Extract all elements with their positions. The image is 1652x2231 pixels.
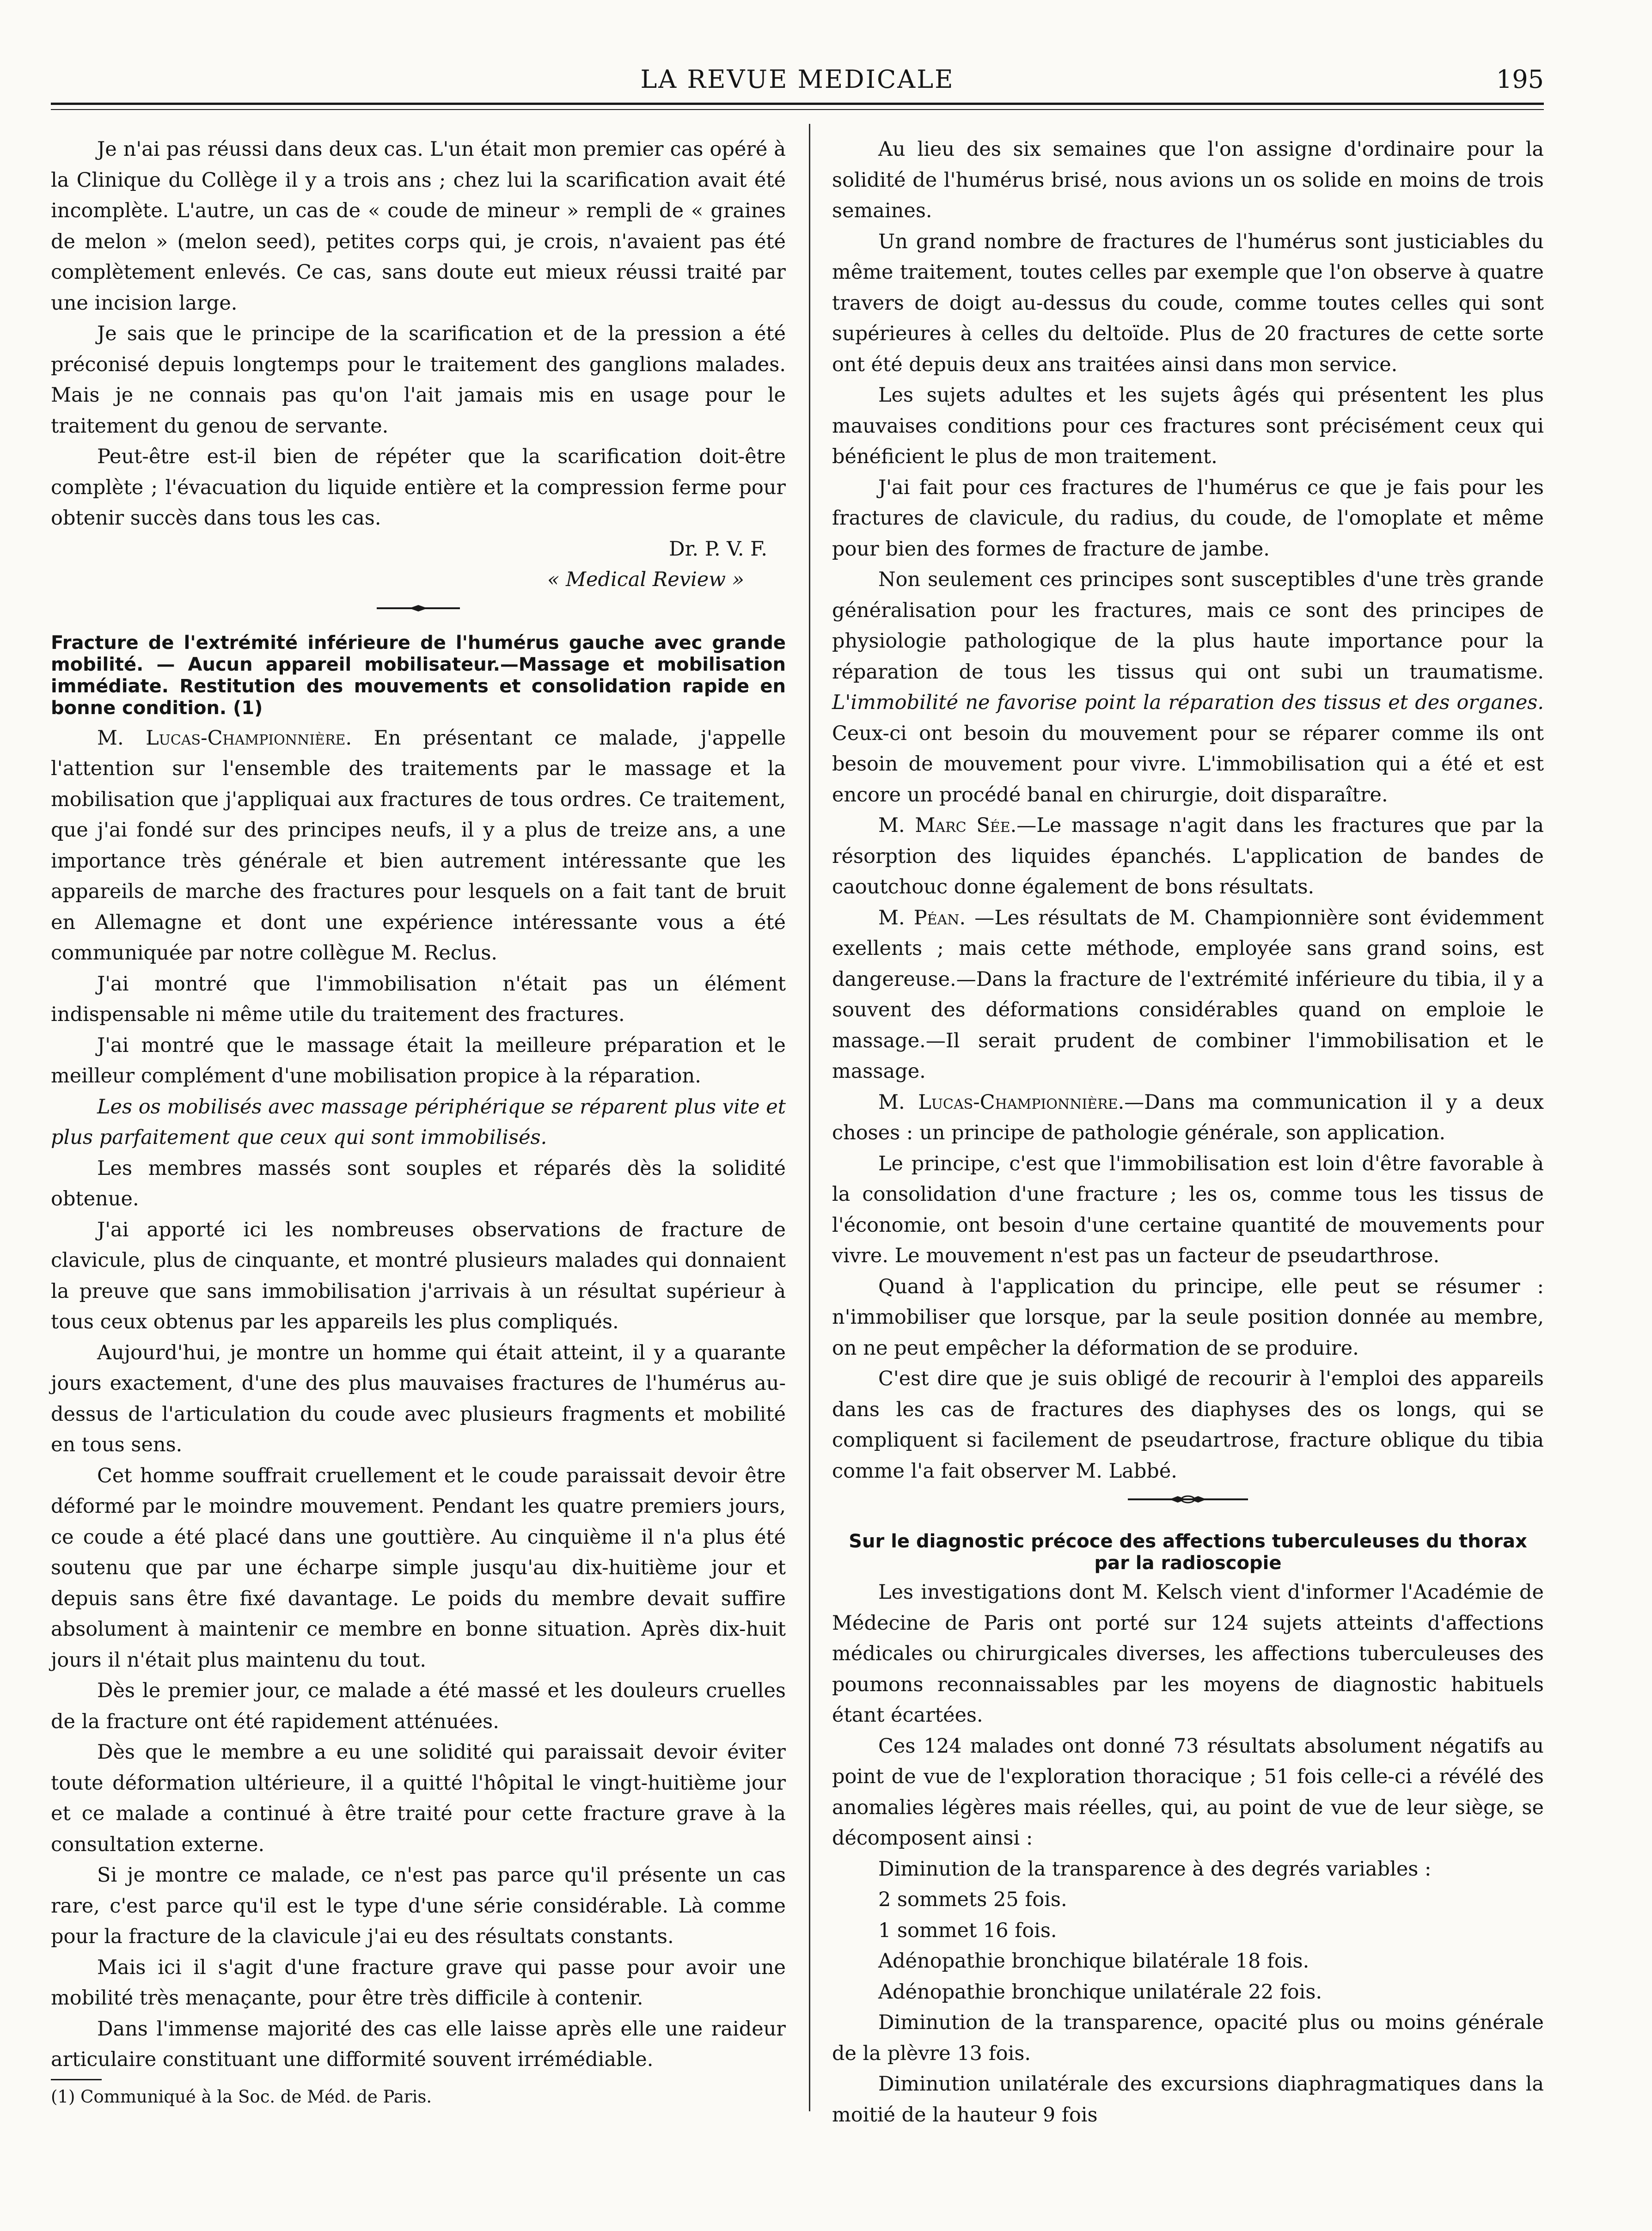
paragraph: J'ai montré que l'immobilisation n'était pas un élément indispensable ni même utile du traitement des fractures. [51,972,786,1026]
speaker-text: En présentant ce malade, j'appelle l'attention sur l'ensemble des traitements par le massage et la mobilisation que j'appliquai aux fractures de tous ordres. Ce traitement, que j'ai fondé sur des principes neufs, il y a plus de treize ans, a une importance très générale et bien autrement intéressante que les appareils de marche des fractures pour lesquels on a fait tant de bruit en Allemagne et dont une expérience intéressante vous a été communiquée par notre collègue M. Reclus. [51,726,786,965]
list-item: Adénopathie bronchique bilatérale 18 fois. [878,1950,1309,1973]
paragraph: Je n'ai pas réussi dans deux cas. L'un était mon premier cas opéré à la Clinique du Collège il y a trois ans ; chez lui la scarification avait été incomplète. L'autre, un cas de « coude de mineur » rempli de « graines de melon » (melon seed), petites corps qui, je crois, n'avaient pas été complètement enlevés. Ce cas, sans doute eut mieux réussi traité par une incision large. [51,138,786,315]
speaker-name: M. Péan. [878,906,966,929]
speaker-name: M. Marc Sée. [878,814,1017,837]
source-citation: « Medical Review » [547,568,744,591]
article-heading: Sur le diagnostic précoce des affections tuberculeuses du thorax par la radioscopie [849,1531,1527,1574]
paragraph [832,903,1544,1087]
paragraph: Dans l'immense majorité des cas elle laisse après elle une raideur articulaire constituant une difformité souvent irrémédiable. [51,2017,786,2071]
paragraph-text: Ceux-ci ont besoin du mouvement pour se réparer comme ils ont besoin de mouvement pour vivre. L'immobilisation qui a été et est encore un procédé banal en chirurgie, doit disparaître. [832,721,1544,807]
speaker-text: —Dans ma communication il y a deux choses : un principe de pathologie générale, son application. [832,1090,1544,1144]
paragraph: Ces 124 malades ont donné 73 résultats absolument négatifs au point de vue de l'exploration thoracique ; 51 fois celle-ci a révélé des anomalies légères mais réelles, qui, au point de vue de leur siège, se décomposent ainsi : [832,1734,1544,1850]
list-item: 1 sommet 16 fois. [878,1919,1057,1942]
paragraph: Un grand nombre de fractures de l'humérus sont justiciables du même traitement, toutes celles par exemple que l'on observe à quatre travers de doigt au-dessus du coude, comme toutes celles qui sont supérieures à celles du deltoïde. Plus de 20 fractures de cette sorte ont été depuis deux ans traitées ainsi dans mon service. [832,230,1544,376]
paragraph: Cet homme souffrait cruellement et le coude paraissait devoir être déformé par le moindre mouvement. Pendant les quatre premiers jours, ce coude a été placé dans une gouttière. Au cinquième il n'a plus été soutenu que par une écharpe simple jusqu'au dix-huitième jour et depuis sans être fixé davantage. Le poids du membre devait suffire absolument à maintenir ce membre en bonne situation. Après dix-huit jours il n'était plus maintenu du tout. [51,1464,786,1672]
journal-title: LA REVUE MEDICALE [640,65,954,94]
right-column [832,134,1544,2130]
paragraph: Quand à l'application du principe, elle peut se résumer : n'immobiliser que lorsque, par la seule position donnée au membre, on ne peut empêcher la déformation de se produire. [832,1275,1544,1360]
paragraph-text: Non seulement ces principes sont susceptibles d'une très grande généralisation pour les fractures, mais ce sont des principes de physiologie pathologique de la plus haute importance pour la réparation de tous les tissus qui ont subi un traumatisme. [832,568,1544,684]
paragraph: Dès le premier jour, ce malade a été massé et les douleurs cruelles de la fracture ont été rapidement atténuées. [51,1679,786,1733]
paragraph [832,810,1544,903]
article-heading: Fracture de l'extrémité inférieure de l'humérus gauche avec grande mobilité. — Aucun appareil mobilisateur.—Massage et mobilisation immédiate. Restitution des mouvements et consolidation rapide en bonne condition. (1) [51,632,786,719]
column-divider [809,124,810,2111]
list-item: 2 sommets 25 fois. [878,1888,1067,1911]
paragraph: Mais ici il s'agit d'une fracture grave qui passe pour avoir une mobilité très menaçante, pour être très difficile à contenir. [51,1956,786,2010]
paragraph: Au lieu des six semaines que l'on assigne d'ordinaire pour la solidité de l'humérus brisé, nous avions un os solide en moins de trois semaines. [832,138,1544,222]
paragraph: Dès que le membre a eu une solidité qui paraissait devoir éviter toute déformation ultérieure, il a quitté l'hôpital le vingt-huitième jour et ce malade a continué à être traité pour cette fracture grave à la consultation externe. [51,1741,786,1856]
paragraph [832,1087,1544,1149]
paragraph: Le principe, c'est que l'immobilisation est loin d'être favorable à la consolidation d'une fracture ; les os, comme tous les tissus de l'économie, ont besoin d'une certaine quantité de mouvements pour vivre. Le mouvement n'est pas un facteur de pseudarthrose. [832,1152,1544,1267]
paragraph: Les sujets adultes et les sujets âgés qui présentent les plus mauvaises conditions pour ces fractures sont précisément ceux qui bénéficient le plus de mon traitement. [832,384,1544,468]
paragraph [832,564,1544,810]
section-ornament [832,1489,1544,1510]
header-rule-thin [51,109,1544,110]
paragraph: Les membres massés sont souples et réparés dès la solidité obtenue. [51,1156,786,1210]
section-ornament [51,598,786,618]
paragraph: Aujourd'hui, je montre un homme qui était atteint, il y a quarante jours exactement, d'une des plus mauvaises fractures de l'humérus au-dessus de l'articulation du coude avec plusieurs fragments et mobilité en tous sens. [51,1341,786,1456]
left-column [51,134,786,2109]
list-item: Adénopathie bronchique unilatérale 22 fois. [878,1980,1322,2004]
paragraph: C'est dire que je suis obligé de recourir à l'emploi des appareils dans les cas de fractures des diaphyses des os longs, qui se compliquent si facilement de pseudartrose, fracture oblique du tibia comme l'a fait observer M. Labbé. [832,1367,1544,1483]
page-number: 195 [1496,65,1544,94]
paragraph: Peut-être est-il bien de répéter que la scarification doit-être complète ; l'évacuation du liquide entière et la compression ferme pour obtenir succès dans tous les cas. [51,445,786,530]
paragraph: Diminution unilatérale des excursions diaphragmatiques dans la moitié de la hauteur 9 fois [832,2072,1544,2127]
paragraph: Je sais que le principe de la scarification et de la pression a été préconisé depuis longtemps pour le traitement des ganglions malades. Mais je ne connais pas qu'on l'ait jamais mis en usage pour le traitement du genou de servante. [51,322,786,438]
list-item: Diminution de la transparence à des degrés variables : [878,1857,1432,1881]
speaker-name: M. Lucas-Championnière. [878,1090,1125,1114]
page-header [51,65,1544,102]
paragraph: J'ai fait pour ces fractures de l'humérus ce que je fais pour les fractures de clavicule, du radius, du coude, de l'omoplate et même pour bien des formes de fracture de jambe. [832,476,1544,561]
footnote-rule [51,2079,102,2080]
speaker-text: —Les résultats de M. Championnière sont évidemment exellents ; mais cette méthode, employée sans grand soins, est dangereuse.—Dans la fracture de l'extrémité inférieure du tibia, il y a souvent des déformations considérables quand on emploie le massage.—Il serait prudent de combiner l'immobilisation et le massage. [832,906,1544,1083]
paragraph: J'ai apporté ici les nombreuses observations de fracture de clavicule, plus de cinquante, et montré plusieurs malades qui donnaient la preuve que sans immobilisation j'arrivais à un résultat supérieur à tous ceux obtenus par les appareils les plus compliqués. [51,1218,786,1333]
paragraph: Si je montre ce malade, ce n'est pas parce qu'il présente un cas rare, c'est parce qu'il est le type d'une série considérable. Là comme pour la fracture de la clavicule j'ai eu des résultats constants. [51,1864,786,1948]
speaker-text: —Le massage n'agit dans les fractures que par la résorption des liquides épanchés. L'application de bandes de caoutchouc donne également de bons résultats. [832,814,1544,899]
author-signature: Dr. P. V. F. [669,537,767,561]
italic-emphasis: L'immobilité ne favorise point la réparation des tissus et des organes. [832,691,1544,714]
header-rule-thick [51,103,1544,105]
paragraph [51,723,786,969]
italic-paragraph: Les os mobilisés avec massage périphérique se réparent plus vite et plus parfaitement que ceux qui sont immobilisés. [51,1095,786,1149]
paragraph: Les investigations dont M. Kelsch vient d'informer l'Académie de Médecine de Paris ont porté sur 124 sujets atteints d'affections médicales ou chirurgicales diverses, les affections tuberculeuses des poumons reconnaissables par les moyens de diagnostic habituels étant écartées. [832,1581,1544,1727]
speaker-name: M. Lucas-Championnière. [97,726,352,750]
paragraph: Diminution de la transparence, opacité plus ou moins générale de la plèvre 13 fois. [832,2011,1544,2065]
paragraph: J'ai montré que le massage était la meilleure préparation et le meilleur complément d'une mobilisation propice à la réparation. [51,1033,786,1088]
footnote: (1) Communiqué à la Soc. de Méd. de Paris. [51,2086,432,2107]
